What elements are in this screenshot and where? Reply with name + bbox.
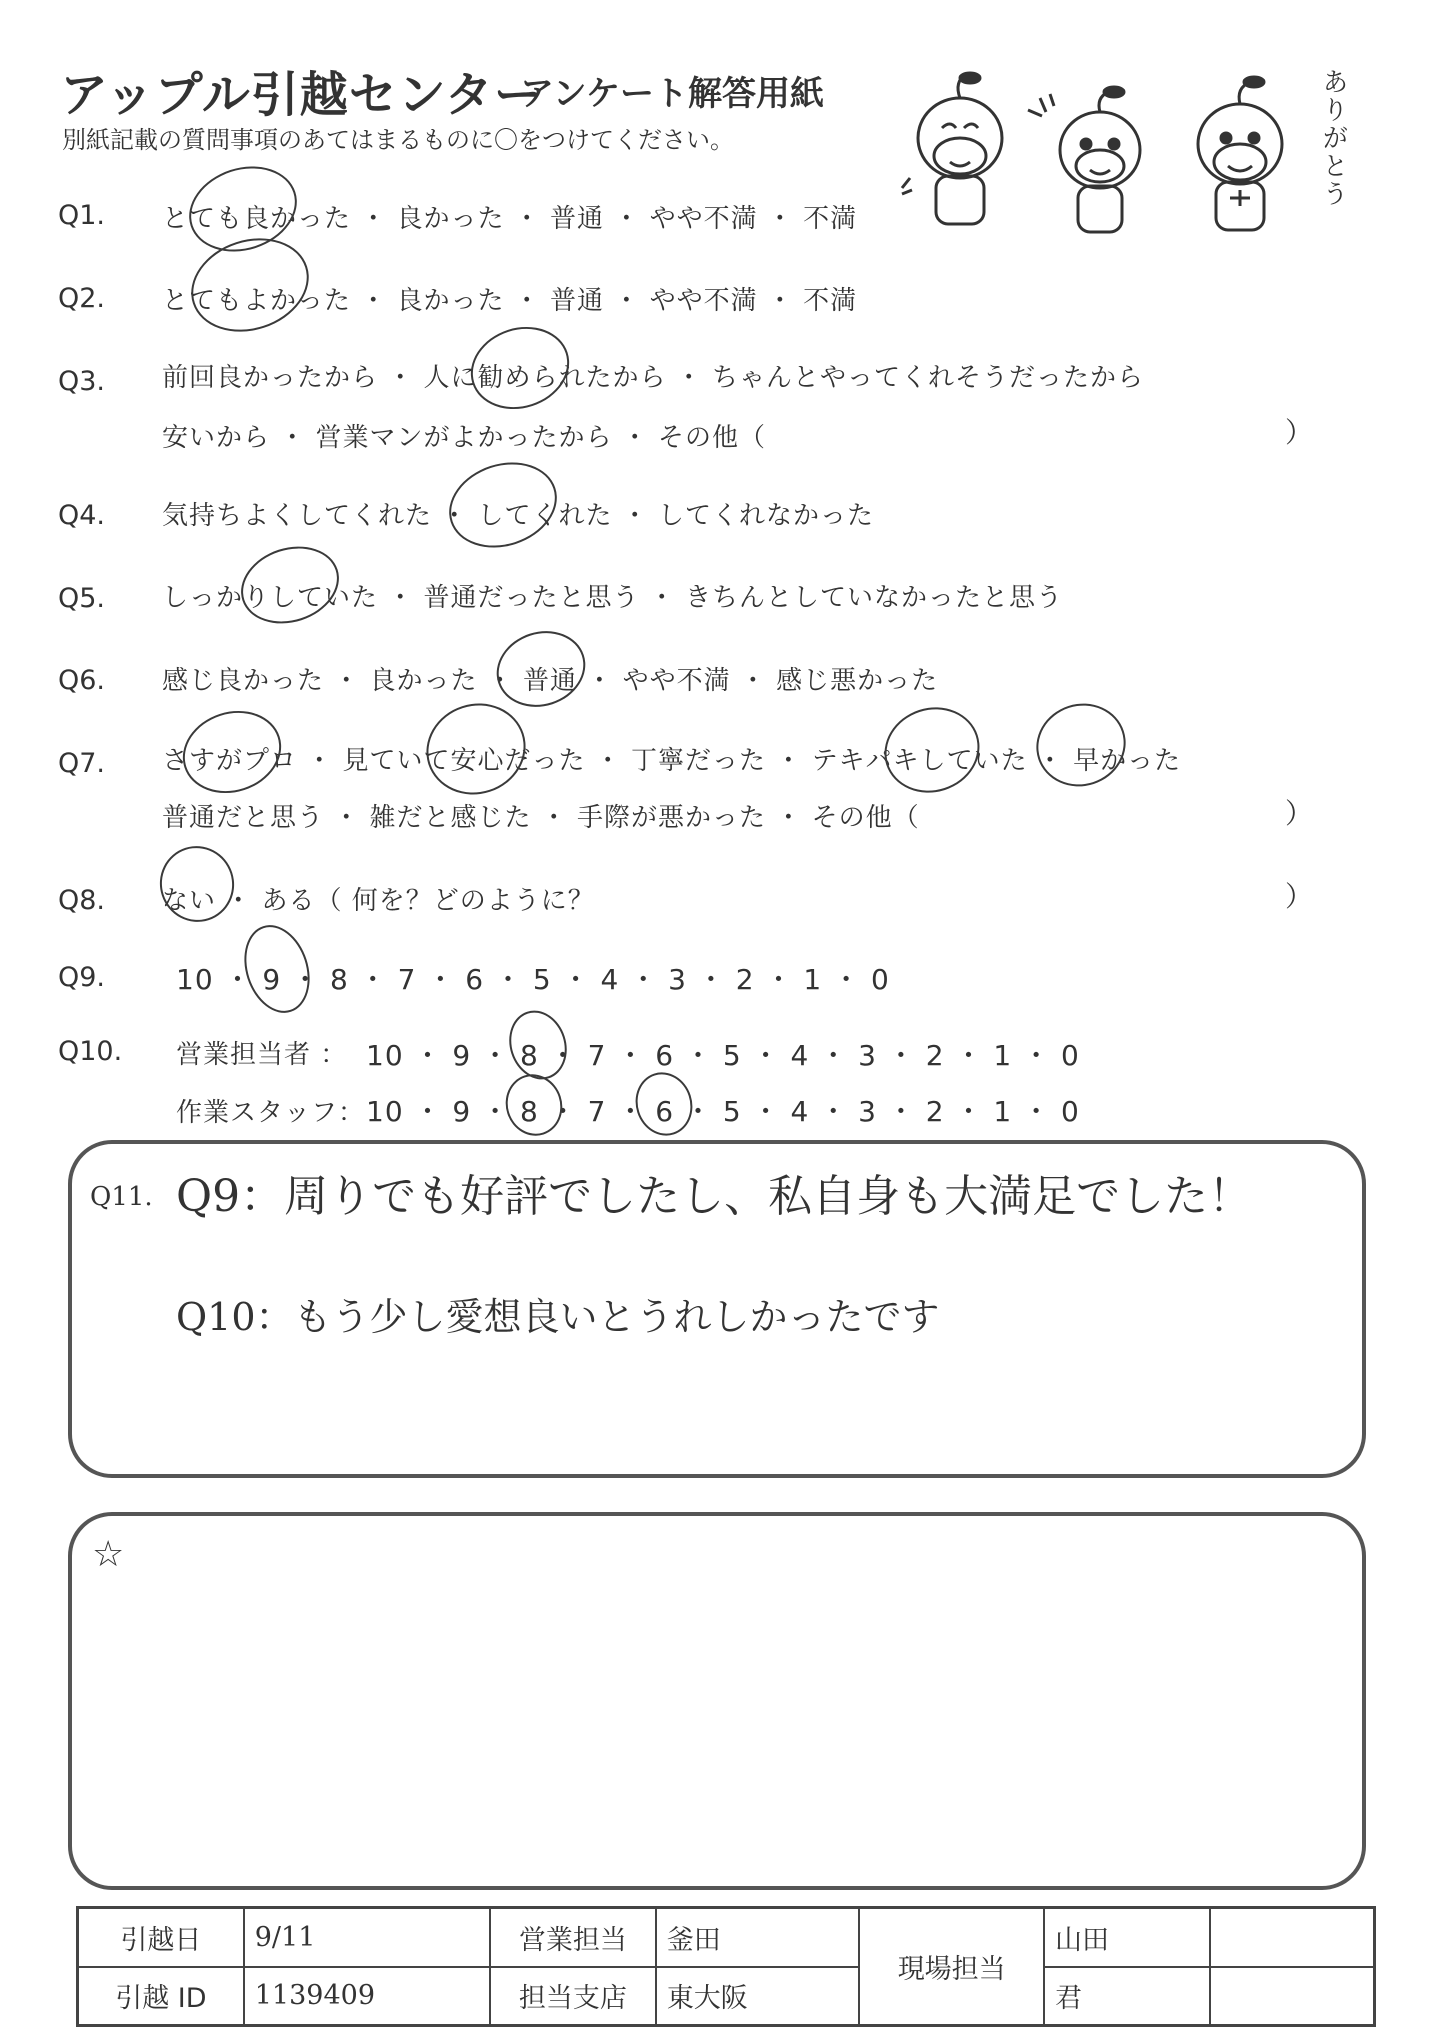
sales-rep-label: 営業担当 bbox=[490, 1908, 656, 1967]
q7-label: Q7. bbox=[58, 748, 106, 779]
monkey-mascots-illustration bbox=[900, 58, 1340, 238]
site-staff-label: 現場担当 bbox=[859, 1908, 1044, 2026]
q6-label: Q6. bbox=[58, 665, 106, 696]
form-subtitle: アンケート解答用紙 bbox=[520, 74, 824, 114]
q7-options-line2: 普通だと思う ・ 雑だと感じた ・ 手際が悪かった ・ その他（ bbox=[162, 803, 920, 833]
selected-answer-circle bbox=[498, 1067, 570, 1143]
q10-label: Q10. bbox=[58, 1036, 123, 1067]
q10-sales-scale: 10 ・ 9 ・ 8 ・ 7 ・ 6 ・ 5 ・ 4 ・ 3 ・ 2 ・ 1 ・ 0 bbox=[366, 1039, 1080, 1072]
site-staff-value-1: 山田 bbox=[1044, 1908, 1210, 1967]
q10-staff-label: 作業スタッフ： bbox=[176, 1098, 366, 1128]
q1-options: とても良かった ・ 良かった ・ 普通 ・ やや不満 ・ 不満 bbox=[162, 204, 858, 234]
selected-answer-circle bbox=[460, 315, 580, 422]
q10-sales-label: 営業担当者 ： bbox=[176, 1040, 348, 1070]
site-staff-value-2: 君 bbox=[1044, 1967, 1210, 2026]
branch-value: 東大阪 bbox=[656, 1967, 860, 2026]
empty-cell bbox=[1210, 1967, 1375, 2026]
selected-answer-circle bbox=[231, 534, 349, 635]
q5-label: Q5. bbox=[58, 583, 106, 614]
move-date-value: 9/11 bbox=[244, 1908, 490, 1967]
empty-cell bbox=[1210, 1908, 1375, 1967]
q3-options-line1: 前回良かったから ・ 人に勧められたから ・ ちゃんとやってくれそうだったから bbox=[162, 363, 1145, 393]
selected-answer-circle bbox=[487, 620, 595, 718]
q1-label: Q1. bbox=[58, 200, 106, 231]
selected-answer-circle bbox=[172, 699, 292, 806]
move-date-label: 引越日 bbox=[78, 1908, 244, 1967]
move-id-value: 1139409 bbox=[244, 1967, 490, 2026]
star-icon: ☆ bbox=[92, 1534, 125, 1575]
q2-options: とてもよかった ・ 良かった ・ 普通 ・ やや不満 ・ 不満 bbox=[162, 286, 858, 316]
move-info-table bbox=[76, 1906, 1376, 2027]
selected-answer-circle bbox=[627, 1065, 700, 1143]
q5-options: しっかりしていた ・ 普通だったと思う ・ きちんとしていなかったと思う bbox=[162, 583, 1064, 613]
branch-label: 担当支店 bbox=[490, 1967, 656, 2026]
q11-label: Q11. bbox=[90, 1182, 153, 1212]
q7-close-paren: ） bbox=[1285, 797, 1314, 830]
handwritten-comment-line2: Q10：もう少し愛想良いとうれしかったです bbox=[176, 1295, 940, 1339]
selected-answer-circle bbox=[234, 917, 321, 1022]
selected-answer-circle bbox=[873, 695, 990, 805]
company-title: アップル引越センター bbox=[60, 67, 543, 123]
star-comment-box bbox=[68, 1512, 1366, 1890]
q8-options: ない ・ ある（ 何を？どのように？ bbox=[162, 886, 595, 916]
handwritten-comment-line1: Q9：周りでも好評でしたし、私自身も大満足でした！ bbox=[176, 1171, 1253, 1222]
q9-label: Q9. bbox=[58, 962, 106, 993]
instruction-text: 別紙記載の質問事項のあてはまるものに〇をつけてください。 bbox=[62, 126, 734, 154]
q10-staff-scale: 10 ・ 9 ・ 8 ・ 7 ・ 6 ・ 5 ・ 4 ・ 3 ・ 2 ・ 1 ・ 0 bbox=[366, 1095, 1080, 1128]
q8-label: Q8. bbox=[58, 885, 106, 916]
q4-options: 気持ちよくしてくれた ・ してくれた ・ してくれなかった bbox=[162, 501, 875, 531]
q3-label: Q3. bbox=[58, 366, 106, 397]
selected-answer-circle bbox=[179, 224, 321, 347]
selected-answer-circle bbox=[415, 691, 538, 807]
q7-options-line1: さすがプロ ・ 見ていて安心だった ・ 丁寧だった ・ テキパキしていた ・ 早かった bbox=[162, 746, 1182, 776]
q2-label: Q2. bbox=[58, 283, 106, 314]
q9-scale: 10 ・ 9 ・ 8 ・ 7 ・ 6 ・ 5 ・ 4 ・ 3 ・ 2 ・ 1 ・ 0 bbox=[176, 963, 890, 996]
q8-close-paren: ） bbox=[1285, 880, 1314, 913]
selected-answer-circle bbox=[150, 836, 244, 931]
q3-options-line2: 安いから ・ 営業マンがよかったから ・ その他（ bbox=[162, 423, 767, 453]
q3-close-paren: ） bbox=[1285, 416, 1314, 449]
move-id-label: 引越 ID bbox=[78, 1967, 244, 2026]
sales-rep-value: 釜田 bbox=[656, 1908, 860, 1967]
thanks-text: ありがとう bbox=[1318, 68, 1348, 208]
selected-answer-circle bbox=[438, 449, 568, 561]
selected-answer-circle bbox=[1026, 692, 1137, 798]
q6-options: 感じ良かった ・ 良かった ・ 普通 ・ やや不満 ・ 感じ悪かった bbox=[162, 666, 939, 696]
q4-label: Q4. bbox=[58, 500, 106, 531]
